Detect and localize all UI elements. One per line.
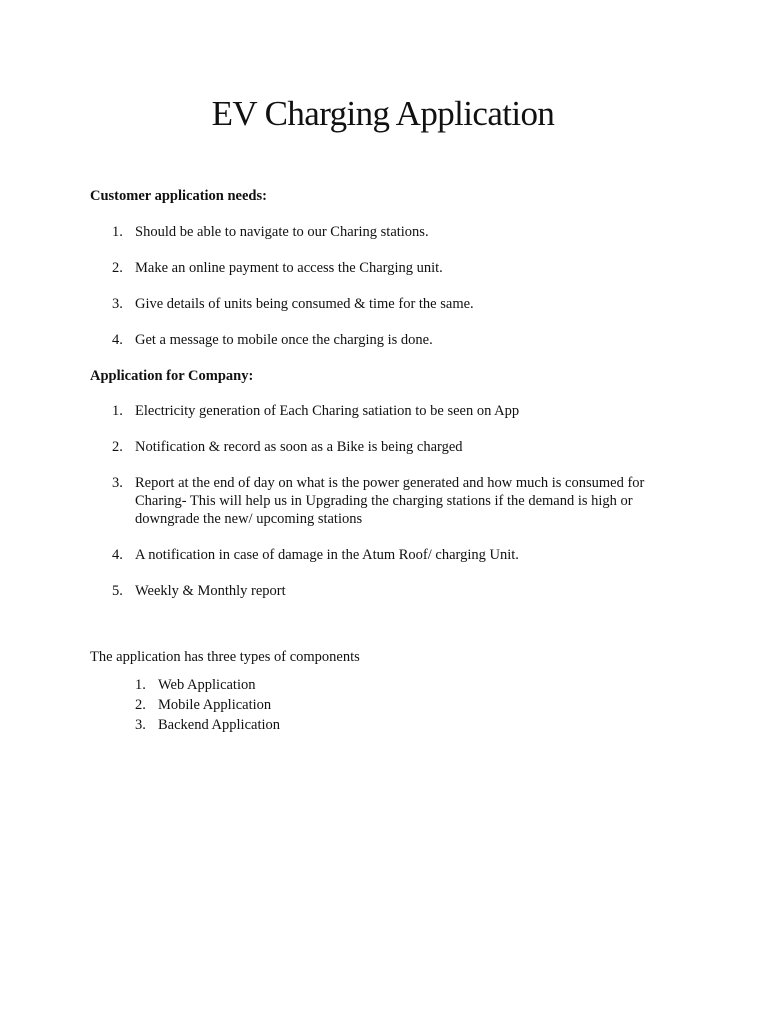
- list-text: Web Application: [158, 677, 256, 693]
- list-text: Should be able to navigate to our Charing stations.: [135, 224, 429, 240]
- list-number: 4.: [112, 547, 123, 563]
- list-text: Mobile Application: [158, 697, 272, 713]
- list-number: 1.: [135, 677, 146, 693]
- list-text: A notification in case of damage in the Atum Roof/ charging Unit.: [135, 547, 519, 563]
- document-title: EV Charging Application: [211, 94, 555, 133]
- list-number: 3.: [112, 475, 123, 491]
- company-heading: Application for Company:: [90, 368, 254, 384]
- list-text: Electricity generation of Each Charing satiation to be seen on App: [135, 403, 520, 419]
- components-intro: The application has three types of components: [90, 649, 360, 665]
- list-number: 1.: [112, 403, 123, 419]
- list-text: Notification & record as soon as a Bike is being charged: [135, 439, 463, 455]
- list-text: Report at the end of day on what is the power generated and how much is consumed for Charing- This will help us in Upgrading the charging stations if the demand is high or downgrade the new/ upcoming stations: [135, 475, 645, 527]
- list-number: 2.: [135, 697, 146, 713]
- list-number: 3.: [112, 296, 123, 312]
- list-text: Backend Application: [158, 717, 281, 733]
- list-text: Give details of units being consumed & time for the same.: [135, 296, 474, 312]
- list-number: 5.: [112, 583, 123, 599]
- list-number: 4.: [112, 332, 123, 348]
- customer-needs-heading: Customer application needs:: [90, 188, 267, 204]
- list-text: Get a message to mobile once the charging is done.: [135, 332, 433, 348]
- list-number: 2.: [112, 439, 123, 455]
- list-number: 2.: [112, 260, 123, 276]
- list-number: 3.: [135, 717, 146, 733]
- list-number: 1.: [112, 224, 123, 240]
- list-text: Weekly & Monthly report: [135, 583, 286, 599]
- list-text: Make an online payment to access the Charging unit.: [135, 260, 443, 276]
